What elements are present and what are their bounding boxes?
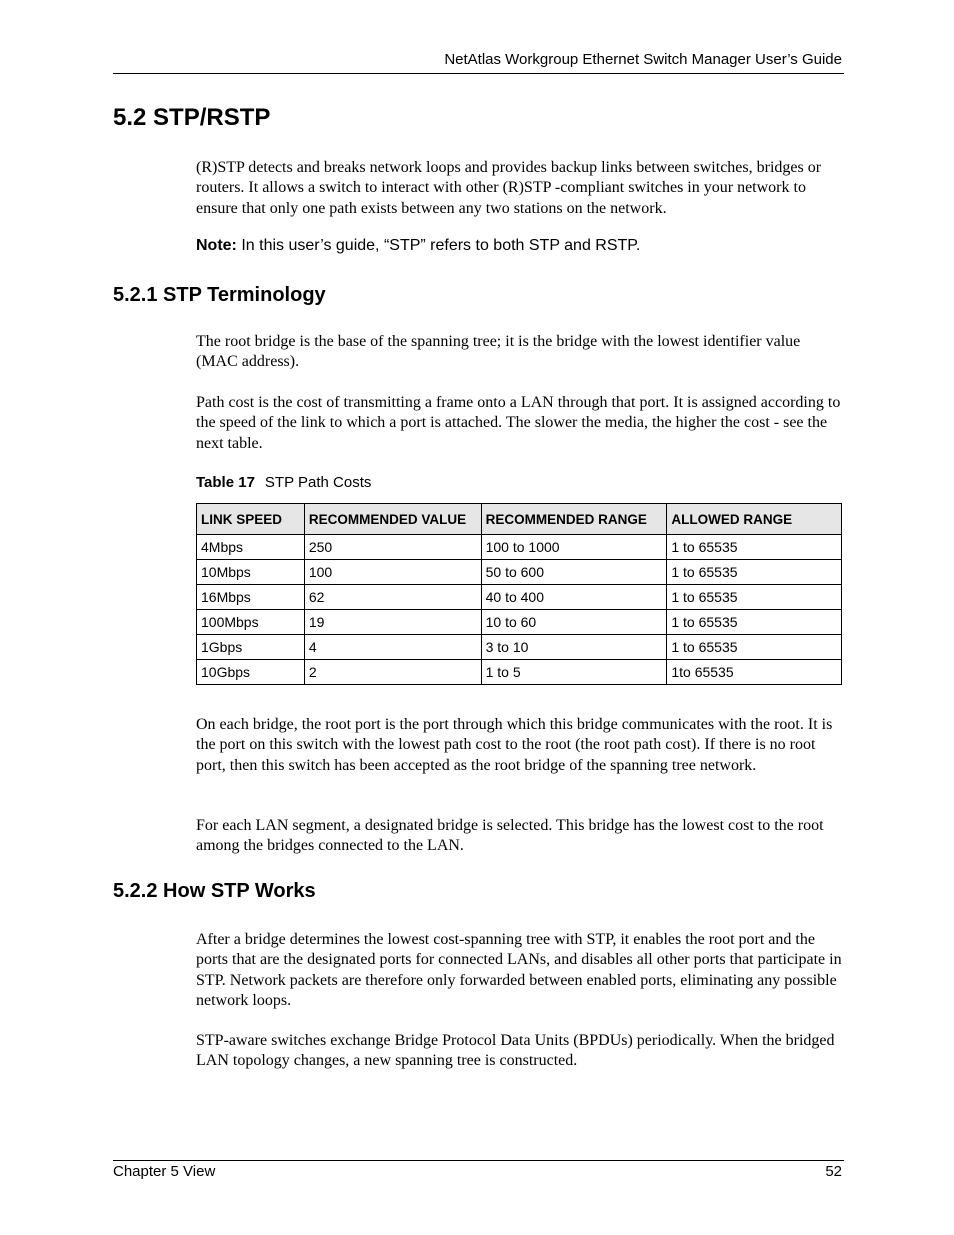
cell-recommended-range: 3 to 10 [481, 635, 667, 660]
bpdu-paragraph: STP-aware switches exchange Bridge Protocol Data Units (BPDUs) periodically. When the bridged LAN topology changes, a new spanning tree is constructed. [196, 1032, 835, 1070]
cell-link-speed: 16Mbps [197, 585, 305, 610]
table-label: Table 17 [196, 474, 255, 491]
header-allowed-range: ALLOWED RANGE [667, 504, 842, 535]
cell-recommended-range: 50 to 600 [481, 560, 667, 585]
table-row [197, 585, 842, 610]
cell-recommended-range: 100 to 1000 [481, 535, 667, 560]
cell-link-speed: 1Gbps [197, 635, 305, 660]
cell-link-speed: 100Mbps [197, 610, 305, 635]
cell-allowed-range: 1 to 65535 [667, 585, 842, 610]
how-stp-works-paragraph: After a bridge determines the lowest cost-spanning tree with STP, it enables the root port and the ports that are the designated ports for connected LANs, and disables all other ports that participate in STP. Network packets are therefore only forwarded between enabled ports, eliminating any possible network loops. [196, 931, 842, 1009]
table-row [197, 535, 842, 560]
path-cost-paragraph: Path cost is the cost of transmitting a frame onto a LAN through that port. It is assigned according to the speed of the link to which a port is attached. The slower the media, the higher the cost - see the next table. [196, 394, 841, 452]
cell-recommended-value: 4 [304, 635, 481, 660]
cell-allowed-range: 1 to 65535 [667, 635, 842, 660]
table-row [197, 660, 842, 685]
section-heading-5-2-2: 5.2.2 How STP Works [113, 880, 316, 902]
footer-chapter: Chapter 5 View [113, 1163, 216, 1180]
cell-recommended-range: 40 to 400 [481, 585, 667, 610]
cell-link-speed: 10Mbps [197, 560, 305, 585]
header-recommended-range: RECOMMENDED RANGE [481, 504, 667, 535]
cell-recommended-value: 100 [304, 560, 481, 585]
stp-path-costs-table [196, 503, 842, 685]
header-recommended-value: RECOMMENDED VALUE [304, 504, 481, 535]
header-link-speed: LINK SPEED [197, 504, 305, 535]
section-heading-5-2: 5.2 STP/RSTP [113, 104, 271, 131]
cell-recommended-range: 1 to 5 [481, 660, 667, 685]
table-title: STP Path Costs [264, 474, 372, 491]
page-number: 52 [825, 1163, 842, 1180]
root-port-paragraph: On each bridge, the root port is the port through which this bridge communicates with the root. It is the port on this switch with the lowest path cost to the root (the root path cost). If there is no root port, then this switch has been accepted as the root bridge of the spanning tree network. [196, 716, 833, 774]
cell-link-speed: 10Gbps [197, 660, 305, 685]
note-label: Note: [196, 237, 237, 254]
cell-recommended-value: 250 [304, 535, 481, 560]
header-divider [113, 73, 844, 74]
cell-allowed-range: 1to 65535 [667, 660, 842, 685]
table-caption [196, 474, 371, 491]
table-header-row [197, 504, 842, 535]
cell-allowed-range: 1 to 65535 [667, 610, 842, 635]
cell-recommended-value: 19 [304, 610, 481, 635]
cell-recommended-value: 62 [304, 585, 481, 610]
table-row [197, 635, 842, 660]
note-text: In this user’s guide, “STP” refers to both STP and RSTP. [236, 237, 641, 254]
root-bridge-paragraph: The root bridge is the base of the spanning tree; it is the bridge with the lowest identifier value (MAC address). [196, 333, 801, 371]
section-heading-5-2-1: 5.2.1 STP Terminology [113, 284, 326, 306]
note [196, 237, 640, 255]
footer-divider [113, 1160, 844, 1161]
cell-link-speed: 4Mbps [197, 535, 305, 560]
cell-recommended-range: 10 to 60 [481, 610, 667, 635]
table-row [197, 610, 842, 635]
running-header: NetAtlas Workgroup Ethernet Switch Manager User’s Guide [444, 51, 842, 68]
cell-recommended-value: 2 [304, 660, 481, 685]
cell-allowed-range: 1 to 65535 [667, 535, 842, 560]
table-row [197, 560, 842, 585]
designated-bridge-paragraph: For each LAN segment, a designated bridge is selected. This bridge has the lowest cost to the root among the bridges connected to the LAN. [196, 817, 824, 855]
cell-allowed-range: 1 to 65535 [667, 560, 842, 585]
stp-intro-paragraph: (R)STP detects and breaks network loops and provides backup links between switches, bridges or routers. It allows a switch to interact with other (R)STP -compliant switches in your network to ensure that only one path exists between any two stations on the network. [196, 159, 822, 217]
